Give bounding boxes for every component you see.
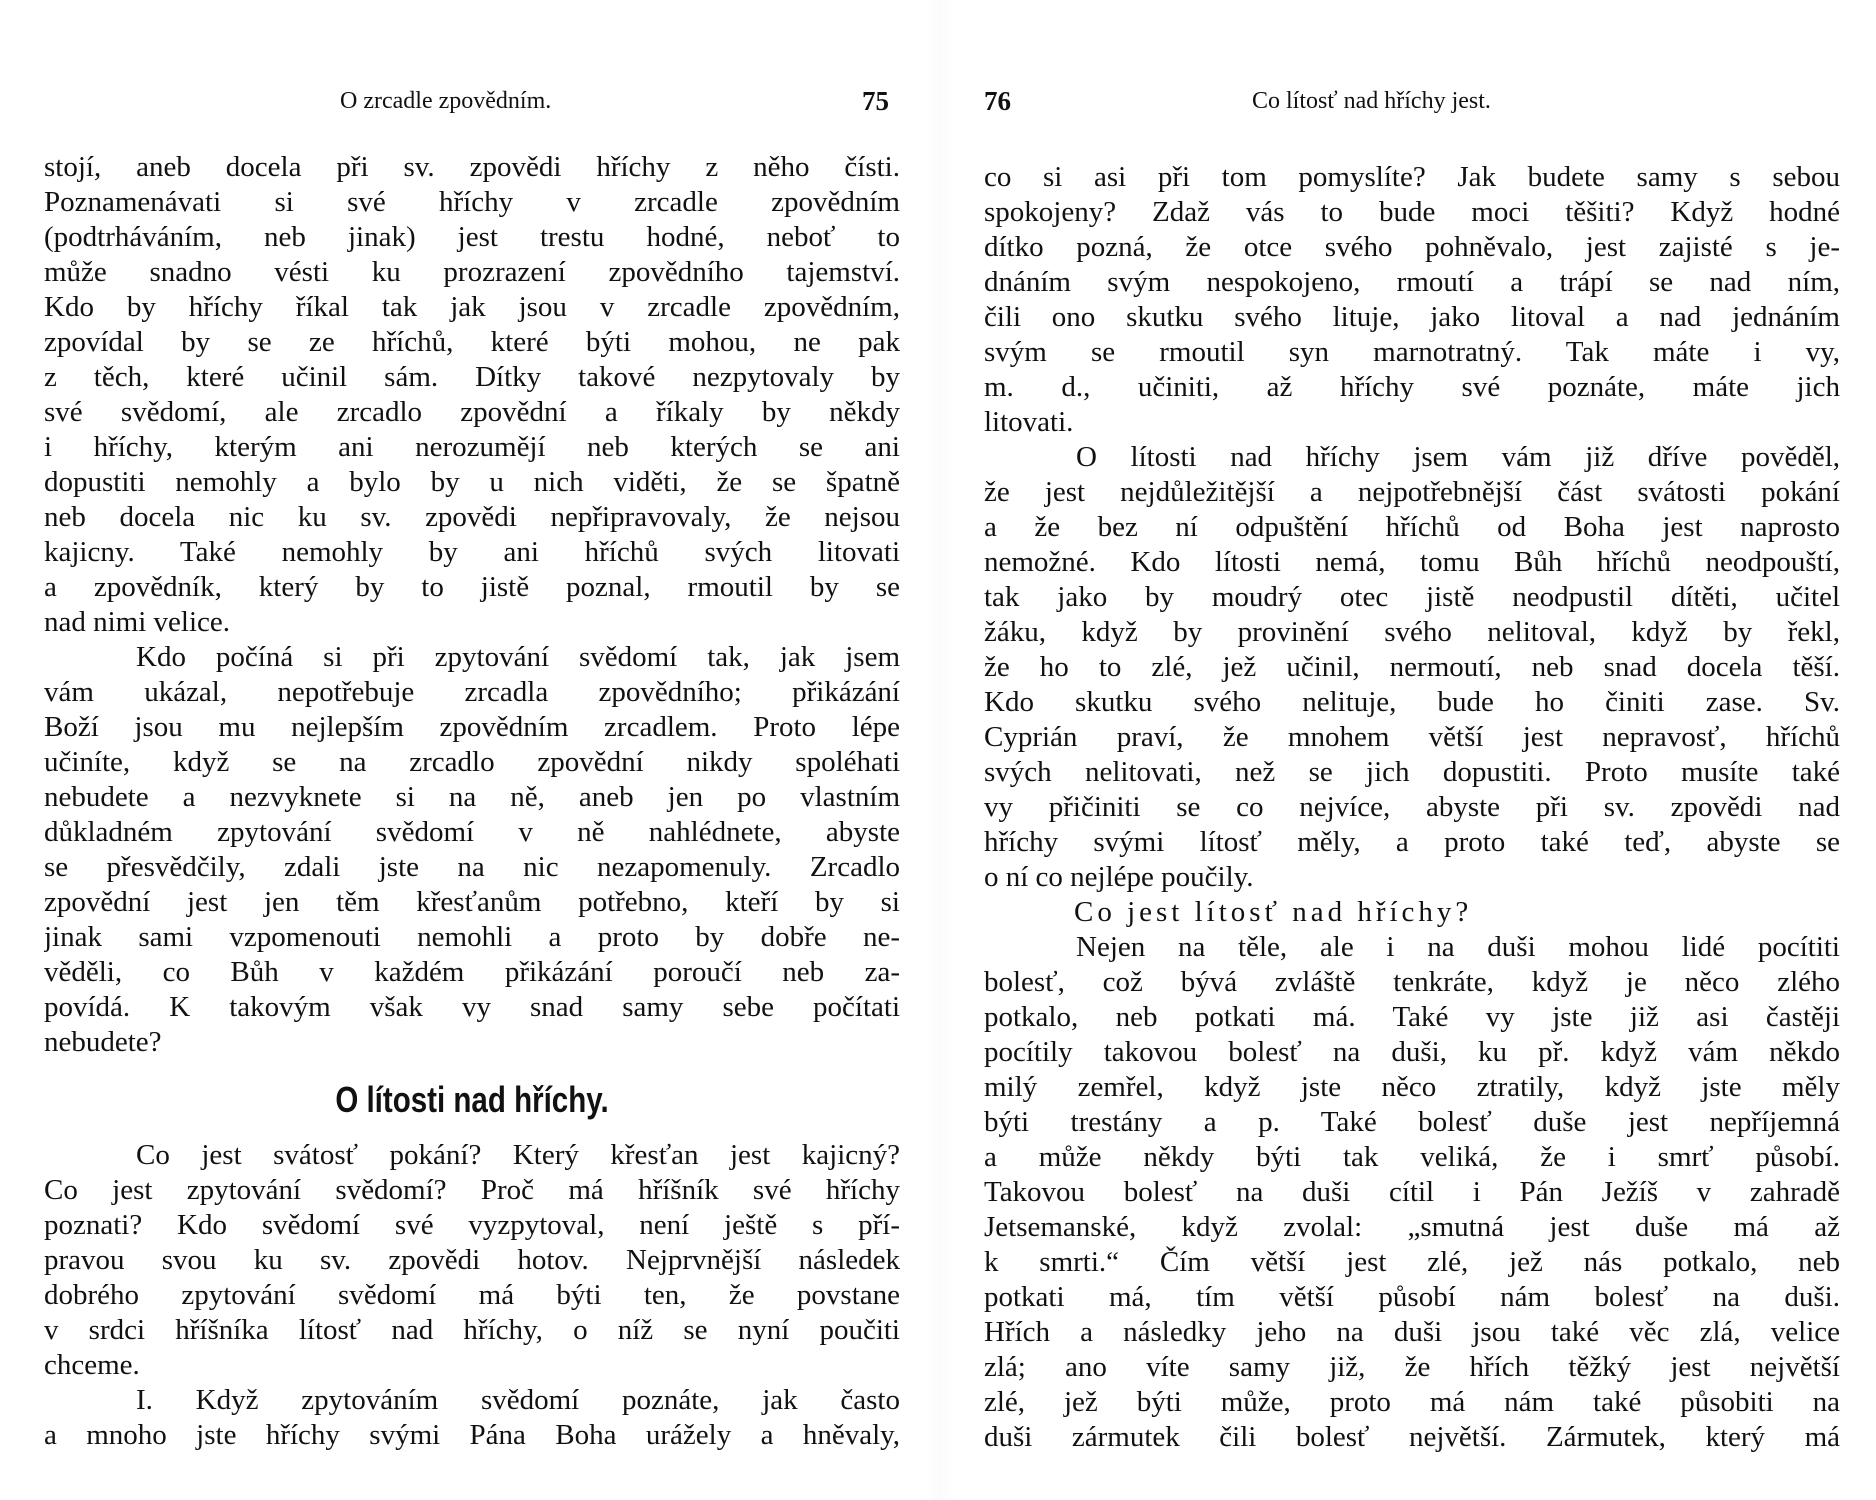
right-running-title: Co lítosť nad hříchy jest. (1252, 88, 1491, 114)
text-line: co si asi při tom pomyslíte? Jak budete samy s sebou (984, 161, 1840, 193)
right-running-head (984, 88, 1840, 122)
text-line: m. d., učiniti, až hříchy své poznáte, máte jich (984, 371, 1840, 403)
text-line: milý zemřel, když jste něco ztratily, když jste měly (984, 1071, 1840, 1103)
text-line: dobrého zpytování svědomí má býti ten, že povstane (44, 1279, 900, 1311)
text-line: povídá. K takovým však vy snad samy sebe počítati (44, 991, 900, 1023)
book-gutter (925, 0, 955, 1500)
text-line: kajicny. Také nemohly by ani hříchů svých litovati (44, 536, 900, 568)
text-line: I. Když zpytováním svědomí poznáte, jak často (136, 1384, 900, 1416)
text-line: zpovídal by se ze hříchů, které býti mohou, ne pak (44, 326, 900, 358)
text-line: Kdo skutku svého nelituje, bude ho činiti zase. Sv. (984, 686, 1840, 718)
text-line: Hřích a následky jeho na duši jsou také věc zlá, velice (984, 1316, 1840, 1348)
text-line: O lítosti nad hříchy jsem vám již dříve pověděl, (1076, 441, 1840, 473)
text-line: důkladném zpytování svědomí v ně nahlédnete, abyste (44, 816, 900, 848)
text-line: nad nimi velice. (44, 606, 231, 638)
text-line: nebudete a nezvyknete si na ně, aneb jen po vlastním (44, 781, 900, 813)
text-line: dnáním svým nespokojeno, rmoutí a trápí se nad ním, (984, 266, 1840, 298)
text-line: Cyprián praví, že mnohem větší jest nepravosť, hříchů (984, 721, 1840, 753)
text-line: zlá; ano víte samy již, že hřích těžký jest největší (984, 1351, 1840, 1383)
text-line: a že bez ní odpuštění hříchů od Boha jest naprosto (984, 511, 1840, 543)
text-line: potkalo, neb potkati má. Také vy jste již asi častěji (984, 1001, 1840, 1033)
text-line: potkati má, tím větší působí nám bolesť na duši. (984, 1281, 1840, 1313)
right-page (984, 0, 1840, 1500)
text-line: spokojeny? Zdaž vás to bude moci těšiti? Když hodné (984, 196, 1840, 228)
text-line: zpovědní jest jen těm křesťanům potřebno, kteří by si (44, 886, 900, 918)
text-line: že ho to zlé, jež učinil, nermoutí, neb snad docela těší. (984, 651, 1840, 683)
text-line: Nejen na těle, ale i na duši mohou lidé pocítiti (1076, 931, 1840, 963)
left-running-head (44, 88, 900, 122)
text-line: se přesvědčily, zdali jste na nic nezapomenuly. Zrcadlo (44, 851, 900, 883)
text-line: může snadno vésti ku prozrazení zpovědního tajemství. (44, 256, 900, 288)
left-page (44, 0, 900, 1500)
text-line: duši zármutek čili bolesť největší. Zármutek, který má (984, 1421, 1840, 1453)
left-body-text (44, 150, 900, 1453)
text-line: poznati? Kdo svědomí své vyzpytoval, není ještě s pří- (44, 1209, 900, 1241)
right-page-number: 76 (984, 86, 1011, 116)
text-line: nebudete? (44, 1026, 162, 1058)
text-line: pocítily takovou bolesť na duši, ku př. když vám někdo (984, 1036, 1840, 1068)
text-line: býti trestány a p. Také bolesť duše jest nepříjemná (984, 1106, 1840, 1138)
text-line: (podtrháváním, neb jinak) jest trestu hodné, neboť to (44, 221, 900, 253)
text-line: Kdo počíná si při zpytování svědomí tak, jak jsem (136, 641, 900, 673)
text-line: i hříchy, kterým ani nerozumějí neb kterých se ani (44, 431, 900, 463)
text-line: k smrti.“ Čím větší jest zlé, jež nás potkalo, neb (984, 1246, 1840, 1278)
left-running-title: O zrcadle zpovědním. (340, 88, 552, 114)
text-line: svým se rmoutil syn marnotratný. Tak máte i vy, (984, 336, 1840, 368)
text-line: v srdci hříšníka lítosť nad hříchy, o níž se nyní poučiti (44, 1314, 900, 1346)
text-line: vy přičiniti se co nejvíce, abyste při sv. zpovědi nad (984, 791, 1840, 823)
text-line: dítko pozná, že otce svého pohněvalo, jest zajisté s je- (984, 231, 1840, 263)
text-line: stojí, aneb docela při sv. zpovědi hříchy z něho čísti. (44, 151, 900, 183)
text-line: žáku, když by provinění svého nelitoval, když by řekl, (984, 616, 1840, 648)
text-line: Boží jsou mu nejlepším zpovědním zrcadlem. Proto lépe (44, 711, 900, 743)
text-line: učiníte, když se na zrcadlo zpovědní nikdy spoléhati (44, 746, 900, 778)
text-line: čili ono skutku svého lituje, jako litoval a nad jednáním (984, 301, 1840, 333)
text-line: dopustiti nemohly a bylo by u nich viděti, že se špatně (44, 466, 900, 498)
text-line: nemožné. Kdo lítosti nemá, tomu Bůh hříchů neodpouští, (984, 546, 1840, 578)
text-line: litovati. (984, 406, 1074, 438)
text-line: Jetsemanské, když zvolal: „smutná jest duše má až (984, 1211, 1840, 1243)
text-line: Co jest zpytování svědomí? Proč má hříšník své hříchy (44, 1174, 900, 1206)
text-line: tak jako by moudrý otec jistě neodpustil dítěti, učitel (984, 581, 1840, 613)
text-line: věděli, co Bůh v každém přikázání poroučí neb za- (44, 956, 900, 988)
text-line: vám ukázal, nepotřebuje zrcadla zpovědního; přikázání (44, 676, 900, 708)
text-line: pravou svou ku sv. zpovědi hotov. Nejprvnější následek (44, 1244, 900, 1276)
text-line: a může někdy býti tak veliká, že i smrť působí. (984, 1141, 1840, 1173)
text-line: a mnoho jste hříchy svými Pána Boha urážely a hněvaly, (44, 1419, 900, 1451)
text-line: z těch, které učinil sám. Dítky takové nezpytovaly by (44, 361, 900, 393)
text-line: své svědomí, ale zrcadlo zpovědní a říkaly by někdy (44, 396, 900, 428)
text-line: svých nelitovati, než se jich dopustiti. Proto musíte také (984, 756, 1840, 788)
text-line: zlé, jež býti může, proto má nám také působiti na (984, 1386, 1840, 1418)
section-heading: O lítosti nad hříchy. (335, 1079, 609, 1120)
text-line: a zpovědník, který by to jistě poznal, rmoutil by se (44, 571, 900, 603)
right-body-text (984, 160, 1840, 1455)
text-line: Takovou bolesť na duši cítil i Pán Ježíš v zahradě (984, 1176, 1840, 1208)
section-subheading: Co jest lítosť nad hříchy? (1074, 896, 1473, 928)
text-line: Co jest svátosť pokání? Který křesťan jest kajicný? (136, 1139, 900, 1171)
left-page-number: 75 (862, 86, 889, 116)
text-line: jinak sami vzpomenouti nemohli a proto by dobře ne- (44, 921, 900, 953)
text-line: Poznamenávati si své hříchy v zrcadle zpovědním (44, 186, 900, 218)
text-line: bolesť, což bývá zvláště tenkráte, když je něco zlého (984, 966, 1840, 998)
text-line: chceme. (44, 1349, 140, 1381)
text-line: o ní co nejlépe poučily. (984, 861, 1254, 893)
text-line: že jest nejdůležitější a nejpotřebnější část svátosti pokání (984, 476, 1840, 508)
text-line: hříchy svými lítosť měly, a proto také teď, abyste se (984, 826, 1840, 858)
text-line: Kdo by hříchy říkal tak jak jsou v zrcadle zpovědním, (44, 291, 900, 323)
text-line: neb docela nic ku sv. zpovědi nepřipravovaly, že nejsou (44, 501, 900, 533)
